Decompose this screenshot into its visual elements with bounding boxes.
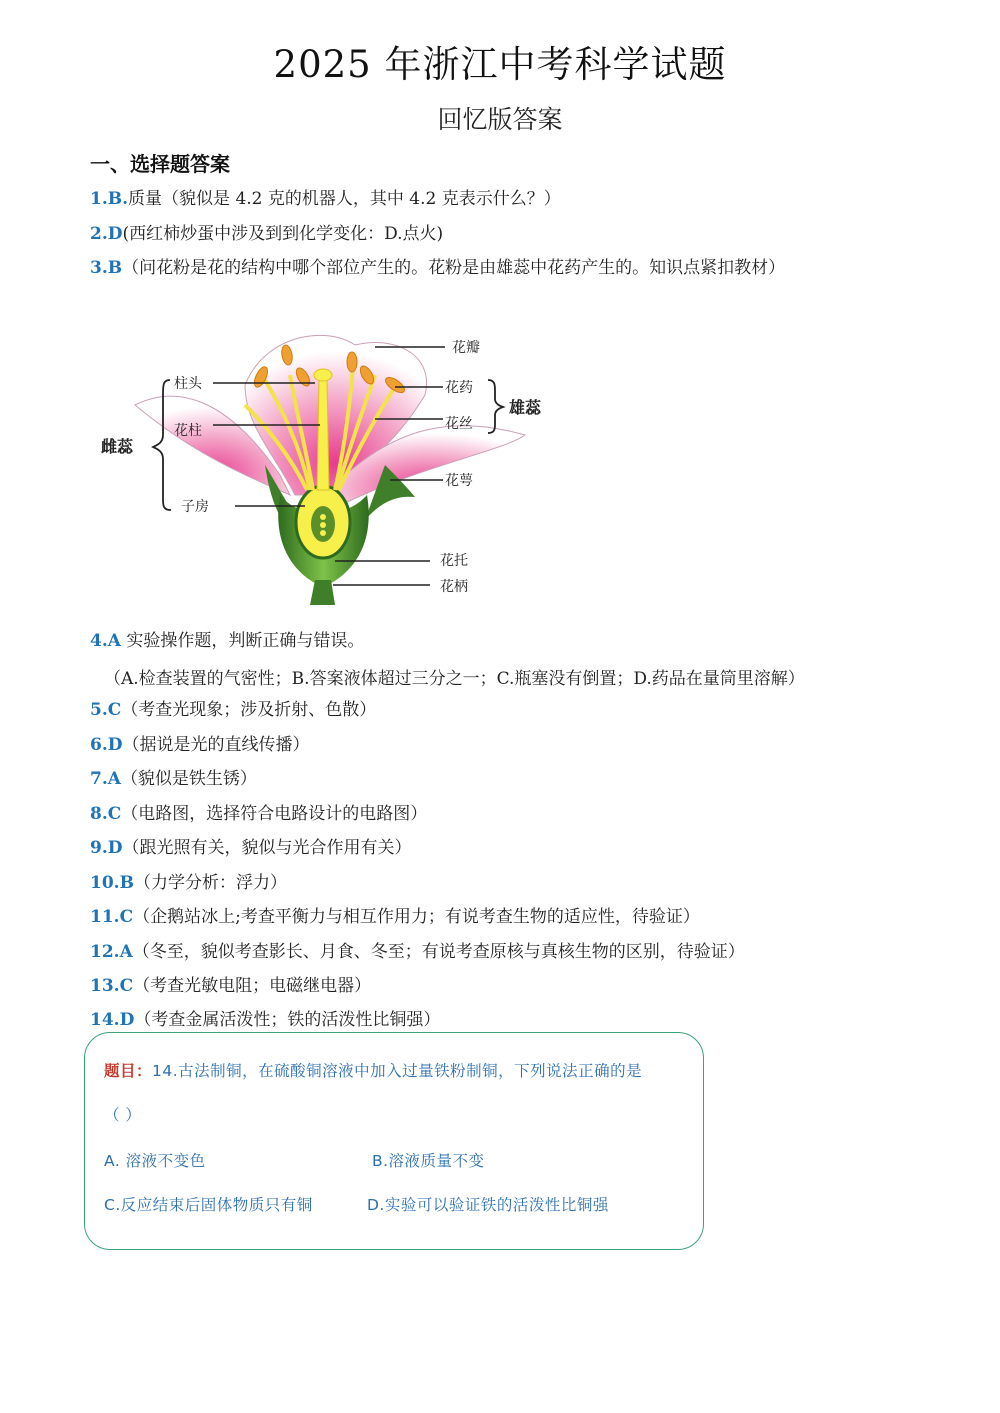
label-sepal: 花萼 <box>445 473 473 489</box>
answer-13 <box>90 974 371 998</box>
answer-text: 实验操作题，判断正确与错误。 <box>120 631 365 651</box>
answer-5 <box>90 698 376 722</box>
answer-text: （考查光现象；涉及折射、色散） <box>121 700 377 720</box>
question-label: 题目： <box>104 1062 153 1080</box>
answer-number: 10.B <box>90 873 134 893</box>
answer-text: （貌似是铁生锈） <box>120 769 257 789</box>
stigma <box>314 369 332 381</box>
pedicel <box>310 580 335 605</box>
stamen-brace <box>488 380 503 433</box>
question-line <box>104 1059 642 1081</box>
label-petal: 花瓣 <box>452 340 480 356</box>
answer-text: (西红柿炒蛋中涉及到到化学变化：D.点火) <box>122 224 444 244</box>
answer-text: （跟光照有关，貌似与光合作用有关） <box>122 838 412 858</box>
answer-text: （电路图，选择符合电路设计的电路图） <box>121 804 428 824</box>
answer-text: （考查光敏电阻；电磁继电器） <box>133 976 372 996</box>
answer-number: 3.B <box>90 258 123 278</box>
question-bracket: （ ） <box>104 1106 142 1124</box>
answer-number: 4.A <box>90 631 121 651</box>
label-pistil: 雌蕊 <box>101 437 134 456</box>
label-style: 花柱 <box>174 423 202 439</box>
answer-text: （问花粉是花的结构中哪个部位产生的。花粉是由雄蕊中花药产生的。知识点紧扣教材） <box>122 258 786 278</box>
answer-number: 9.D <box>90 838 123 858</box>
answer-2 <box>90 222 443 246</box>
answer-14 <box>90 1008 440 1032</box>
label-filament: 花丝 <box>445 416 473 432</box>
answer-1 <box>90 187 561 211</box>
label-stigma: 柱头 <box>174 376 202 392</box>
label-stamen: 雄蕊 <box>509 398 542 417</box>
answer-4-detail: （A.检查装置的气密性；B.答案液体超过三分之一；C.瓶塞没有倒置；D.药品在量筒里溶解） <box>104 669 805 689</box>
label-anther: 花药 <box>445 380 473 396</box>
answer-text: （据说是光的直线传播） <box>122 735 310 755</box>
answer-10 <box>90 871 287 895</box>
answer-3 <box>90 256 785 280</box>
answer-number: 5.C <box>90 700 122 720</box>
option-b: B.溶液质量不变 <box>372 1152 485 1170</box>
answer-number: 11.C <box>90 907 134 927</box>
answer-11 <box>90 905 700 929</box>
answer-text: （力学分析：浮力） <box>133 873 287 893</box>
label-ovary: 子房 <box>181 499 209 515</box>
answer-number: 6.D <box>90 735 123 755</box>
answer-number: 12.A <box>90 942 133 962</box>
option-a: A. 溶液不变色 <box>104 1152 206 1170</box>
section-title: 一、选择题答案 <box>90 152 230 176</box>
option-c: C.反应结束后固体物质只有铜 <box>104 1196 313 1214</box>
answer-number: 2.D <box>90 224 123 244</box>
style <box>317 380 329 490</box>
option-d: D.实验可以验证铁的活泼性比铜强 <box>367 1196 609 1214</box>
answer-number: 14.D <box>90 1010 135 1030</box>
label-receptacle: 花托 <box>440 553 468 569</box>
answer-text: （冬至，貌似考查影长、月食、冬至；有说考查原核与真核生物的区别，待验证） <box>132 942 745 962</box>
label-pedicel: 花柄 <box>440 579 468 595</box>
answer-9 <box>90 836 412 860</box>
flower-diagram <box>95 325 555 610</box>
answer-number: 7.A <box>90 769 121 789</box>
answer-number: 1.B. <box>90 189 129 209</box>
page-subtitle: 回忆版答案 <box>437 105 563 134</box>
answer-12 <box>90 940 745 964</box>
answer-7 <box>90 767 257 791</box>
answer-6 <box>90 733 310 757</box>
question-stem: 14.古法制铜，在硫酸铜溶液中加入过量铁粉制铜，下列说法正确的是 <box>152 1062 643 1080</box>
answer-text: （企鹅站冰上;考查平衡力与相互作用力；有说考查生物的适应性，待验证） <box>133 907 700 927</box>
answer-8 <box>90 802 427 826</box>
answer-text: （考查金属活泼性；铁的活泼性比铜强） <box>134 1010 441 1030</box>
answer-4 <box>90 629 364 653</box>
answer-number: 13.C <box>90 976 134 996</box>
answer-number: 8.C <box>90 804 122 824</box>
page-title: 2025 年浙江中考科学试题 <box>273 43 727 86</box>
answer-text: 质量（貌似是 4.2 克的机器人，其中 4.2 克表示什么？） <box>128 189 561 209</box>
